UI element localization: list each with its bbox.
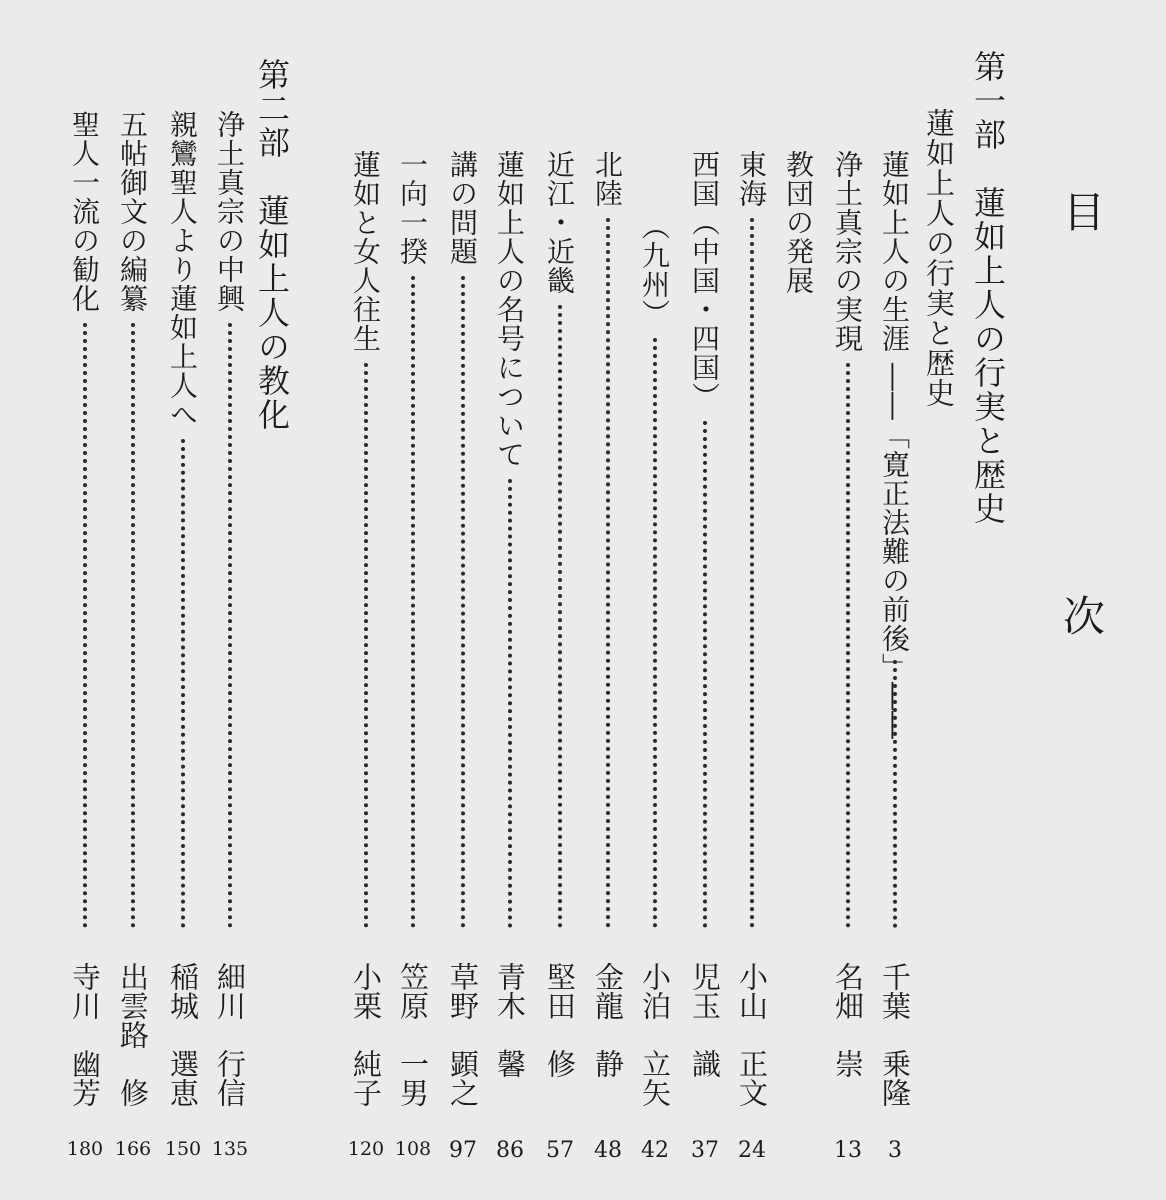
toc-entry-page: 13 xyxy=(834,1138,862,1163)
toc-entry-page: 42 xyxy=(641,1138,669,1163)
toc-entry-page: 180 xyxy=(66,1138,104,1160)
leader-dots xyxy=(606,218,610,928)
toc-entry-title: 一向一揆 xyxy=(396,150,429,266)
toc-entry-page: 166 xyxy=(114,1138,152,1160)
toc-entry-author: 小山 正文 xyxy=(735,962,769,1107)
leader-dots xyxy=(846,363,850,928)
toc-entry-title: 蓮如上人の名号について xyxy=(493,150,526,469)
toc-entry-title: 浄土真宗の実現 xyxy=(831,150,864,353)
toc-entry-title: 近江・近畿 xyxy=(543,150,576,295)
toc-entry-author: 金龍 静 xyxy=(591,962,625,1078)
toc-entry-author: 草野 顕之 xyxy=(446,962,480,1107)
leader-dots xyxy=(508,479,512,928)
toc-entry-author: 千葉 乗隆 xyxy=(878,962,912,1107)
toc-entry-author: 小泊 立矢 xyxy=(638,962,672,1107)
toc-entry-author: 児玉 識 xyxy=(688,962,722,1078)
toc-entry-author: 堅田 修 xyxy=(543,962,577,1078)
toc-entry-title: 講の問題 xyxy=(446,150,479,266)
leader-dots xyxy=(461,276,465,928)
toc-entry-title: 蓮如上人の生涯 ――「寛正法難の前後」―― xyxy=(878,150,911,740)
leader-dots xyxy=(131,323,135,928)
leader-dots xyxy=(228,323,232,928)
toc-entry-page: 24 xyxy=(738,1138,766,1163)
toc-entry-author: 笠原 一男 xyxy=(396,962,430,1107)
toc-entry-page: 3 xyxy=(888,1138,902,1163)
toc-entry-page: 37 xyxy=(691,1138,719,1163)
toc-entry-title: 西国（中国・四国） xyxy=(688,150,721,411)
leader-dots xyxy=(750,218,754,928)
toc-entry-page: 108 xyxy=(394,1138,432,1160)
toc-entry-author: 名畑 崇 xyxy=(831,962,865,1078)
toc-entry-page: 135 xyxy=(211,1138,249,1160)
leader-dots xyxy=(83,323,87,928)
page-title: 目 次 xyxy=(1057,190,1106,796)
leader-dots xyxy=(411,276,415,928)
toc-entry-title: 教団の発展 xyxy=(782,150,815,295)
toc-entry-author: 小栗 純子 xyxy=(349,962,383,1107)
toc-entry-title: 北陸 xyxy=(591,150,624,208)
toc-entry-title: 浄土真宗の中興 xyxy=(213,110,246,313)
toc-entry-title: 蓮如と女人往生 xyxy=(349,150,382,353)
toc-entry-page: 150 xyxy=(164,1138,202,1160)
leader-dots xyxy=(364,363,368,928)
leader-dots xyxy=(653,338,657,928)
toc-entry-page: 97 xyxy=(449,1138,477,1163)
toc-entry-author: 稲城 選恵 xyxy=(166,962,200,1107)
toc-entry-title: 東海 xyxy=(735,150,768,208)
toc-entry-title: 聖人一流の勧化 xyxy=(68,110,101,313)
toc-entry-author: 青木 馨 xyxy=(493,962,527,1078)
leader-dots xyxy=(893,660,897,928)
toc-entry-page: 120 xyxy=(347,1138,385,1160)
toc-entry-author: 出雲路 修 xyxy=(116,962,150,1107)
toc-entry-page: 48 xyxy=(594,1138,622,1163)
toc-entry-author: 寺川 幽芳 xyxy=(68,962,102,1107)
toc-entry-title: 五帖御文の編纂 xyxy=(116,110,149,313)
leader-dots xyxy=(181,439,185,928)
toc-entry-page: 57 xyxy=(546,1138,574,1163)
toc-entry-author: 細川 行信 xyxy=(213,962,247,1107)
toc-entry-title: 親鸞聖人より蓮如上人へ xyxy=(166,110,199,429)
toc-entry-title: （九州） xyxy=(638,212,671,328)
part1-subheading: 蓮如上人の行実と歴史 xyxy=(922,108,956,408)
leader-dots xyxy=(558,305,562,928)
part1-heading: 第一部 蓮如上人の行実と歴史 xyxy=(969,50,1007,526)
part2-heading: 第二部 蓮如上人の教化 xyxy=(253,58,291,432)
leader-dots xyxy=(703,421,707,928)
toc-entry-page: 86 xyxy=(496,1138,524,1163)
show-through-ghost xyxy=(560,0,710,160)
